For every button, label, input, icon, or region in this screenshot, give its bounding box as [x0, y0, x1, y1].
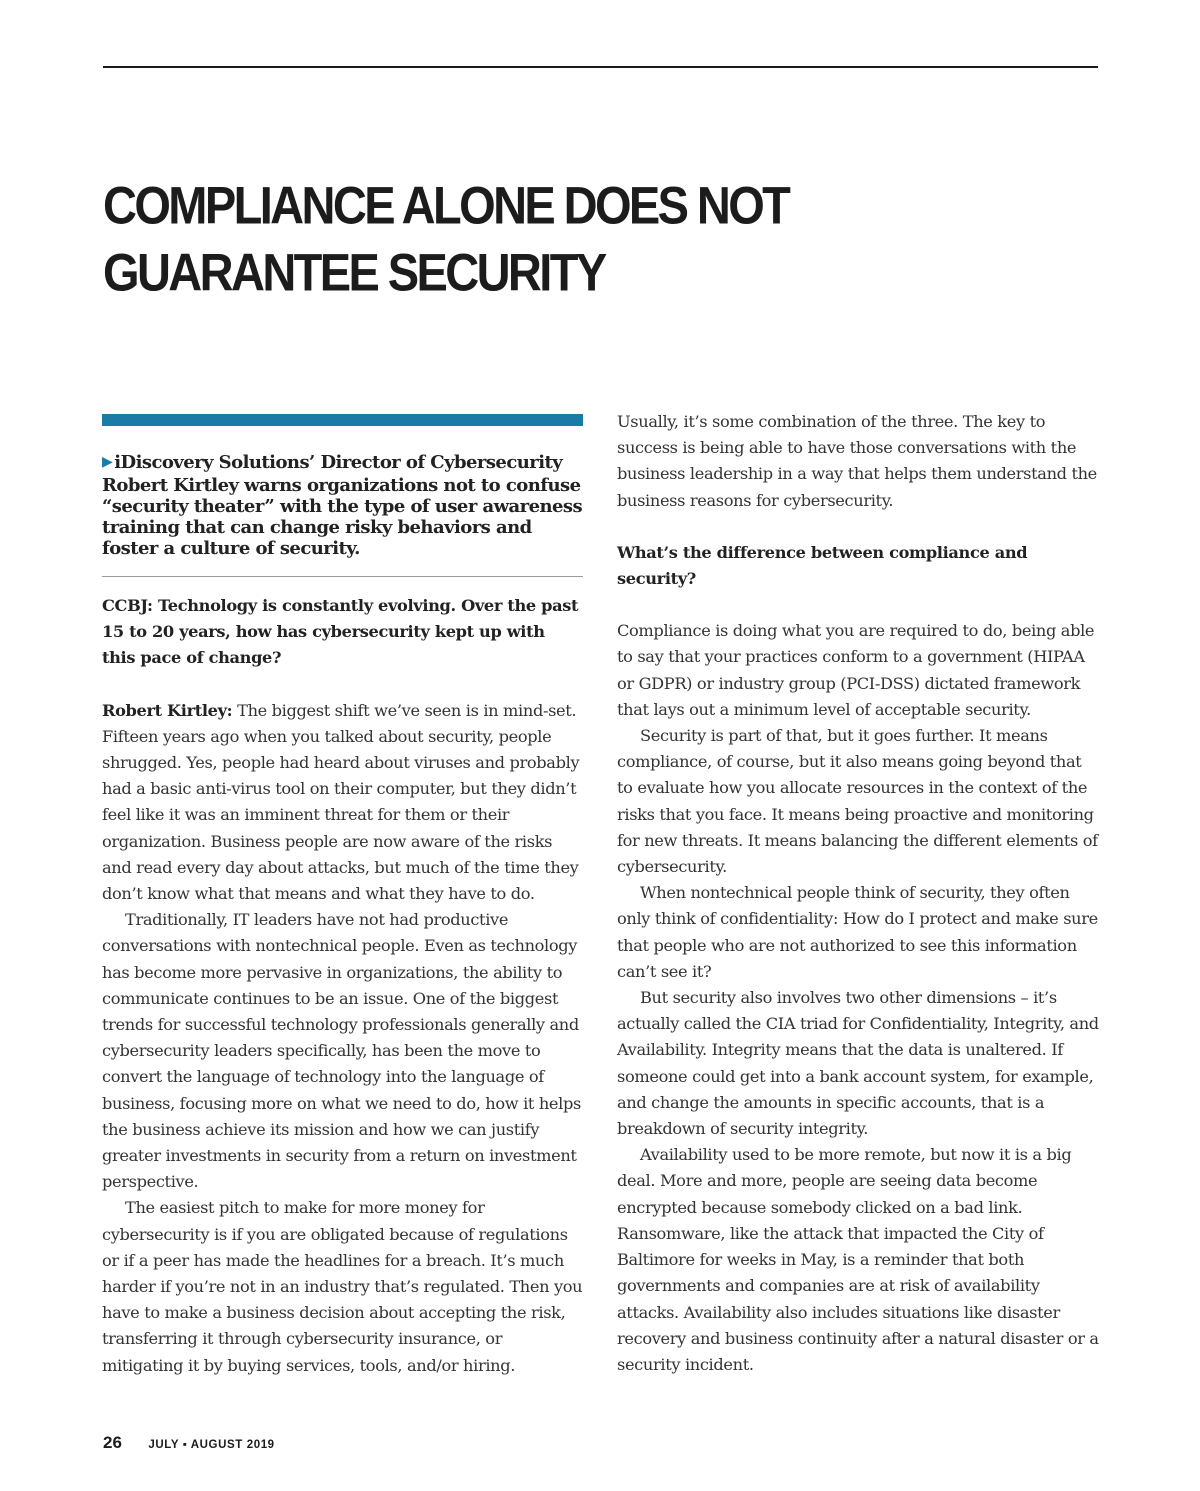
answer-2-paragraph-5: Availability used to be more remote, but now it is a big deal. More and more, people are seeing data become encrypted because somebody clicked on a bad link. Ransomware, like the attack that impacted the City of Baltimore for weeks in May, is a reminder that both governments and companies are at risk of availability attacks. Availability also includes situations like disaster recovery and business continuity after a natural disaster or a security incident. — [617, 1145, 1099, 1374]
answer-2-paragraph-2: Security is part of that, but it goes further. It means compliance, of course, but it also means going beyond that to evaluate how you allocate resources in the context of the risks that you face. It means being proactive and monitoring for new threats. It means balancing the different elements of cybersecurity. — [617, 726, 1098, 877]
accent-bar — [102, 414, 583, 426]
headline-line-2: GUARANTEE SECURITY — [103, 242, 605, 302]
article-dek — [102, 452, 583, 559]
triangle-right-icon: ▶ — [102, 454, 113, 470]
question-2: What’s the difference between compliance and security? — [617, 542, 1028, 589]
issue-date: JULY ▪ AUGUST 2019 — [148, 1439, 275, 1451]
top-rule — [103, 66, 1098, 68]
page-footer — [103, 1433, 275, 1453]
right-column — [617, 409, 1101, 1378]
article-headline — [103, 172, 1003, 306]
dek-divider — [102, 576, 583, 577]
question-1: CCBJ: Technology is constantly evolving. Over the past 15 to 20 years, how has cybersecurity kept up with this pace of change? — [102, 596, 579, 668]
answer-2-paragraph-4: But security also involves two other dimensions – it’s actually called the CIA triad for Confidentiality, Integrity, and Availability. Integrity means that the data is unaltered. If someone could get into a bank account system, for example, and change the amounts in specific accounts, that is a breakdown of security integrity. — [617, 988, 1099, 1139]
headline-line-1: COMPLIANCE ALONE DOES NOT — [103, 175, 789, 235]
left-column — [102, 414, 583, 1379]
answer-2-paragraph-1: Compliance is doing what you are required to do, being able to say that your practices conform to a government (HIPAA or GDPR) or industry group (PCI-DSS) dictated framework that lays out a minimum level of acceptable security. — [617, 621, 1095, 719]
answer-1-paragraph-2: Traditionally, IT leaders have not had productive conversations with nontechnical people. Even as technology has become more pervasive in organizations, the ability to communicate continues to be an issue. One of the biggest trends for successful technology professionals generally and cybersecurity leaders specifically, has been the move to convert the language of technology into the language of business, focusing more on what we need to do, how it helps the business achieve its mission and how we can justify greater investments in security from a return on investment perspective. — [102, 910, 581, 1192]
answer-1-paragraph-3: The easiest pitch to make for more money for cybersecurity is if you are obligated because of regulations or if a peer has made the headlines for a breach. It’s much harder if you’re not in an industry that’s regulated. Then you have to make a business decision about accepting the risk, transferring it through cybersecurity insurance, or mitigating it by buying services, tools, and/or hiring. — [102, 1198, 583, 1375]
answer-1-text: The biggest shift we’ve seen is in mind-set. Fifteen years ago when you talked about security, people shrugged. Yes, people had heard about viruses and probably had a basic anti-virus tool on their computer, but they didn’t feel like it was an imminent threat for them or their organization. Business people are now aware of the risks and read every day about attacks, but much of the time they don’t know what that means and what they have to do. — [102, 700, 580, 904]
dek-text: iDiscovery Solutions’ Director of Cybersecurity Robert Kirtley warns organizations not to confuse “security theater” with the type of user awareness training that can change risky behaviors and foster a culture of security. — [102, 452, 583, 559]
answer-1-paragraph-1 — [102, 698, 583, 908]
answer-2-paragraph-3: When nontechnical people think of security, they often only think of confidentiality: How do I protect and make sure that people who are not authorized to see this information can’t see it? — [617, 883, 1098, 981]
continued-paragraph: Usually, it’s some combination of the three. The key to success is being able to have those conversations with the business leadership in a way that helps them understand the business reasons for cybersecurity. — [617, 412, 1097, 510]
page-number: 26 — [103, 1433, 122, 1452]
speaker-label: Robert Kirtley: — [102, 700, 233, 720]
